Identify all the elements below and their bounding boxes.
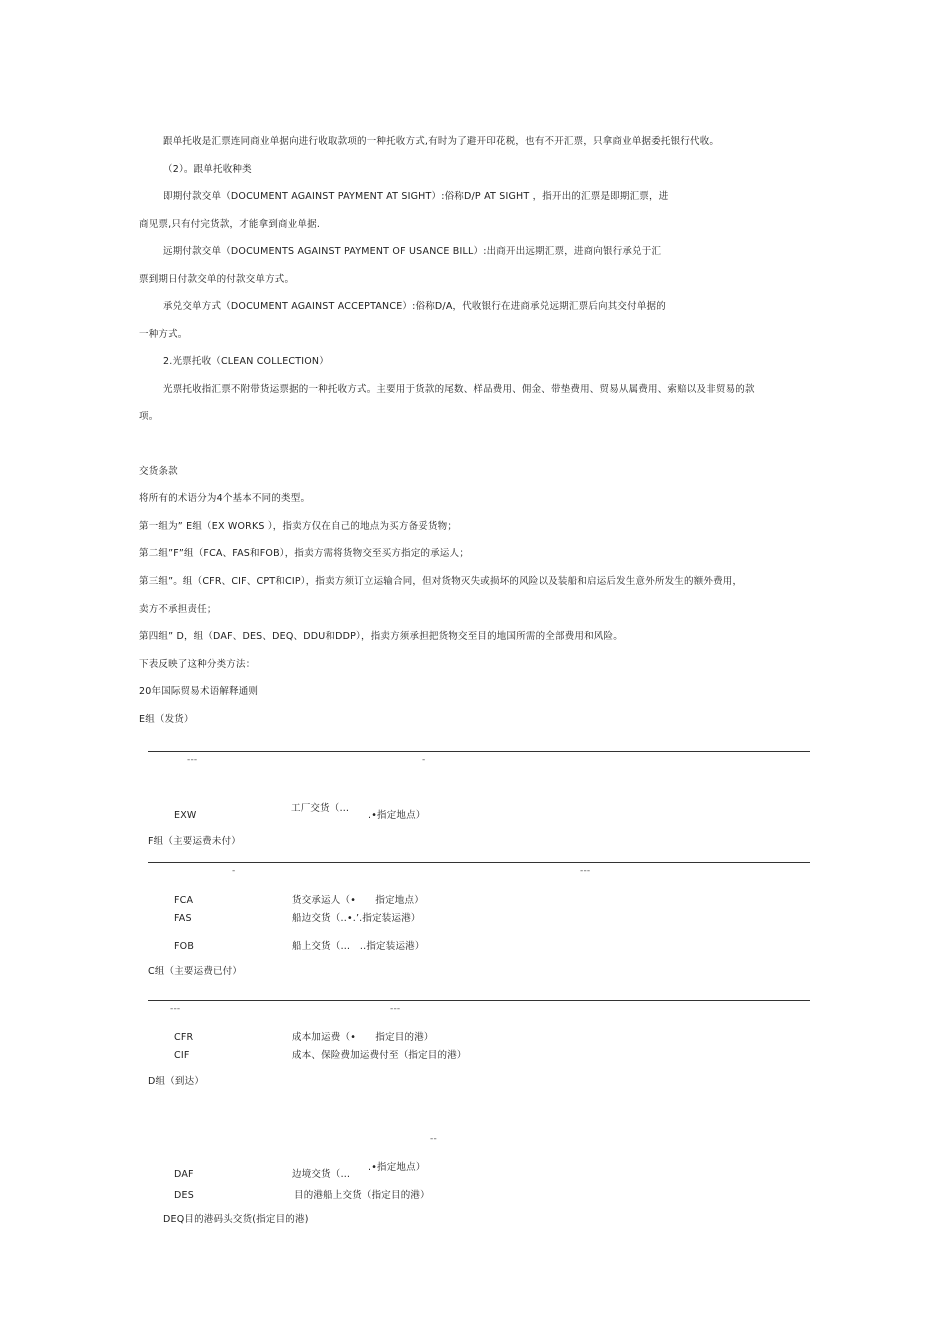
- term-code-exw: EXW: [174, 810, 197, 821]
- table-rule: [148, 862, 810, 863]
- heading-delivery-terms: 交货条款: [139, 466, 178, 477]
- term-desc-cfr: 成本加运费（• 指定目的港）: [292, 1032, 434, 1043]
- paragraph-dp-sight-2: 商见票,只有付完货款，才能拿到商业单据.: [139, 219, 321, 230]
- term-code-cif: CIF: [174, 1050, 190, 1061]
- term-code-cfr: CFR: [174, 1032, 194, 1043]
- paragraph-da-1: 承兑交单方式（DOCUMENT AGAINST ACCEPTANCE）:俗称D/A，代收银行在进商承兑远期汇票后向其交付单据的: [163, 301, 666, 312]
- term-desc-fob: 船上交货（… ..指定装运港）: [292, 941, 425, 952]
- paragraph-dp-sight-1: 即期付款交单（DOCUMENT AGAINST PAYMENT AT SIGHT）:俗称D/P AT SIGHT ，指开出的汇票是即期汇票，进: [163, 191, 669, 202]
- term-desc-fca: 货交承运人（• 指定地点）: [292, 895, 424, 906]
- group-e-title: E组（发货）: [139, 714, 194, 725]
- paragraph-dp-usance-2: 票到期日付款交单的付款交单方式。: [139, 274, 295, 285]
- term-desc-cif: 成本、保险费加运费付至（指定目的港）: [292, 1050, 467, 1061]
- paragraph-group-c-2: 卖方不承担责任；: [139, 604, 217, 615]
- group-f-title: F组（主要运费未付）: [148, 836, 241, 847]
- paragraph-four-types: 将所有的术语分为4个基本不同的类型。: [139, 493, 311, 504]
- table-rule: [148, 1000, 810, 1001]
- paragraph-documentary-collection: 跟单托收是汇票连同商业单据向进行收取款项的一种托收方式,有时为了避开印花税，也有不开汇票，只拿商业单据委托银行代收。: [163, 136, 720, 147]
- paragraph-group-c-1: 第三组”。组（CFR、CIF、CPT和CIP），指卖方须订立运输合同，但对货物灭失或损坏的风险以及装船和启运后发生意外所发生的额外费用，: [139, 576, 743, 587]
- table-dash: ---: [390, 1004, 401, 1014]
- term-code-des: DES: [174, 1190, 194, 1201]
- paragraph-clean-collection-2: 项。: [139, 411, 159, 422]
- term-name-daf: 边境交货（…: [292, 1169, 351, 1180]
- heading-collection-types: （2）。跟单托收种类: [163, 164, 252, 175]
- term-code-daf: DAF: [174, 1169, 194, 1180]
- paragraph-clean-collection-1: 光票托收指汇票不附带货运票据的一种托收方式。主要用于货款的尾数、样品费用、佣金、带垫费用、贸易从属费用、索赔以及非贸易的款: [163, 384, 755, 395]
- table-dash: ---: [187, 755, 198, 765]
- paragraph-table-intro: 下表反映了这种分类方法：: [139, 659, 256, 670]
- term-line-deq: DEQ目的港码头交货(指定目的港): [163, 1214, 309, 1225]
- paragraph-dp-usance-1: 远期付款交单（DOCUMENTS AGAINST PAYMENT OF USANCE BILL）:出商开出远期汇票，进商向银行承兑于汇: [163, 246, 662, 257]
- term-place-exw: .•指定地点）: [368, 810, 426, 821]
- paragraph-group-d: 第四组” D，组（DAF、DES、DEQ、DDU和DDP），指卖方须承担把货物交至目的地国所需的全部费用和风险。: [139, 631, 623, 642]
- term-place-daf: .•指定地点）: [368, 1162, 426, 1173]
- group-d-title: D组（到达）: [148, 1076, 205, 1087]
- table-dash: ---: [580, 866, 591, 876]
- paragraph-group-e: 第一组为” E组（EX WORKS ），指卖方仅在自己的地点为买方备妥货物；: [139, 521, 458, 532]
- term-desc-fas: 船边交货（..•.’.指定装运港）: [292, 913, 421, 924]
- term-code-fca: FCA: [174, 895, 194, 906]
- heading-clean-collection: 2.光票托收（CLEAN COLLECTION）: [163, 356, 329, 367]
- heading-incoterms: 20年国际贸易术语解释通则: [139, 686, 259, 697]
- term-code-fob: FOB: [174, 941, 195, 952]
- paragraph-da-2: 一种方式。: [139, 329, 188, 340]
- table-dash: -: [422, 755, 426, 765]
- table-dash: --: [430, 1134, 437, 1144]
- term-desc-des: 目的港船上交货（指定目的港）: [294, 1190, 430, 1201]
- term-name-exw: 工厂交货（…: [291, 803, 350, 814]
- table-dash: -: [232, 866, 236, 876]
- term-code-fas: FAS: [174, 913, 192, 924]
- table-rule: [148, 751, 810, 752]
- paragraph-group-f: 第二组”F”组（FCA、FAS和FOB），指卖方需将货物交至买方指定的承运人；: [139, 548, 470, 559]
- group-c-title: C组（主要运费已付）: [148, 966, 243, 977]
- table-dash: ---: [170, 1004, 181, 1014]
